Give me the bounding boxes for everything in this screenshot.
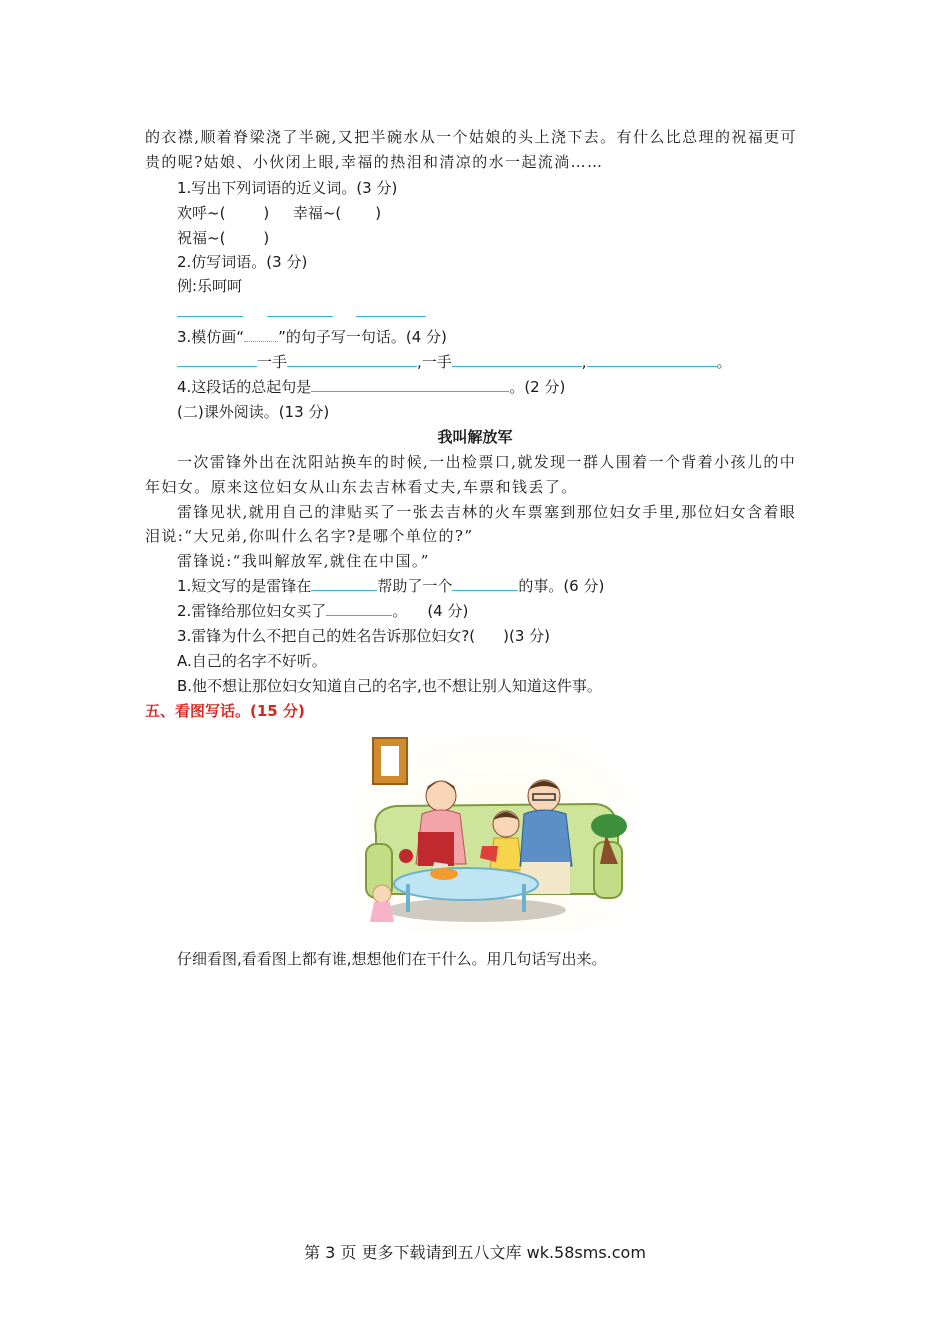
answer-blank[interactable] xyxy=(287,352,417,367)
answer-blank[interactable] xyxy=(452,576,518,591)
story-paragraph-2a: 雷锋见状,就用自己的津贴买了一张去吉林的火车票塞到那位妇女手里,那位妇女含着眼 xyxy=(177,503,797,521)
fruit-bowl xyxy=(430,868,458,880)
father-body xyxy=(520,810,572,866)
question-2-example: 例:乐呵呵 xyxy=(177,277,243,295)
plant-leaves xyxy=(591,814,627,838)
writing-instruction: 仔细看图,看看图上都有谁,想想他们在干什么。用几句话写出来。 xyxy=(177,950,607,968)
reading-question-1: 1.短文写的是雷锋在 帮助了一个 的事。(6 分) xyxy=(177,577,605,595)
question-1-title: 1.写出下列词语的近义词。(3 分) xyxy=(177,179,398,197)
story-paragraph-1b: 年妇女。原来这位妇女从山东去吉林看丈夫,车票和钱丢了。 xyxy=(145,478,578,496)
question-1-row-2: 祝福~( ) xyxy=(177,229,270,247)
answer-blank[interactable] xyxy=(587,352,717,367)
word-xingfu: 幸福~( xyxy=(292,204,342,222)
yarn-ball xyxy=(399,849,413,863)
passage-line-2: 贵的呢?姑娘、小伙闭上眼,幸福的热泪和清凉的水一起流淌…… xyxy=(145,153,604,171)
question-2-title: 2.仿写词语。(3 分) xyxy=(177,253,308,271)
answer-blank[interactable] xyxy=(177,302,243,317)
answer-blank[interactable] xyxy=(177,352,257,367)
question-4: 4.这段话的总起句是 。(2 分) xyxy=(177,378,566,396)
rug xyxy=(386,898,566,922)
story-paragraph-1a: 一次雷锋外出在沈阳站换车的时候,一出检票口,就发现一群人围着一个背着小孩儿的中 xyxy=(177,453,797,471)
passage-line-1: 的衣襟,顺着脊梁浇了半碗,又把半碗水从一个姑娘的头上浇下去。有什么比总理的祝福更可 xyxy=(145,128,797,146)
answer-blank[interactable] xyxy=(311,576,377,591)
question-3-title: 3.模仿画“ ”的句子写一句话。(4 分) xyxy=(177,328,447,346)
section-2-heading: (二)课外阅读。(13 分) xyxy=(177,403,330,421)
option-b: B.他不想让那位妇女知道自己的名字,也不想让别人知道这件事。 xyxy=(177,677,602,695)
story-paragraph-2b: 泪说:“大兄弟,你叫什么名字?是哪个单位的?” xyxy=(145,527,474,545)
story-title: 我叫解放军 xyxy=(437,428,513,446)
word-huanhu: 欢呼~( xyxy=(177,204,226,222)
question-3-sentence: 一手 ,一手 , 。 xyxy=(177,352,732,372)
answer-blank[interactable] xyxy=(267,302,333,317)
answer-blank[interactable] xyxy=(326,601,392,616)
answer-blank[interactable] xyxy=(311,377,509,392)
family-living-room-illustration xyxy=(356,734,636,934)
page-footer: 第 3 页 更多下载请到五八文库 wk.58sms.com xyxy=(304,1243,646,1262)
reading-question-2: 2.雷锋给那位妇女买了 。 (4 分) xyxy=(177,602,469,620)
word-zhufu: 祝福~( xyxy=(177,229,226,247)
answer-blank[interactable] xyxy=(356,302,426,317)
option-a: A.自己的名字不好听。 xyxy=(177,652,327,670)
wavy-underline-blank[interactable] xyxy=(244,327,278,342)
question-1-row-1: 欢呼~( ) 幸福~( ) xyxy=(177,204,382,222)
story-paragraph-3: 雷锋说:“我叫解放军,就住在中国。” xyxy=(177,552,430,570)
reading-question-3: 3.雷锋为什么不把自己的姓名告诉那位妇女?( )(3 分) xyxy=(177,627,551,645)
question-2-blanks xyxy=(177,302,426,322)
doll xyxy=(373,885,391,903)
section-5-heading: 五、看图写话。(15 分) xyxy=(145,702,305,720)
coffee-table xyxy=(394,868,538,900)
answer-blank[interactable] xyxy=(452,352,582,367)
knitting xyxy=(418,832,454,866)
